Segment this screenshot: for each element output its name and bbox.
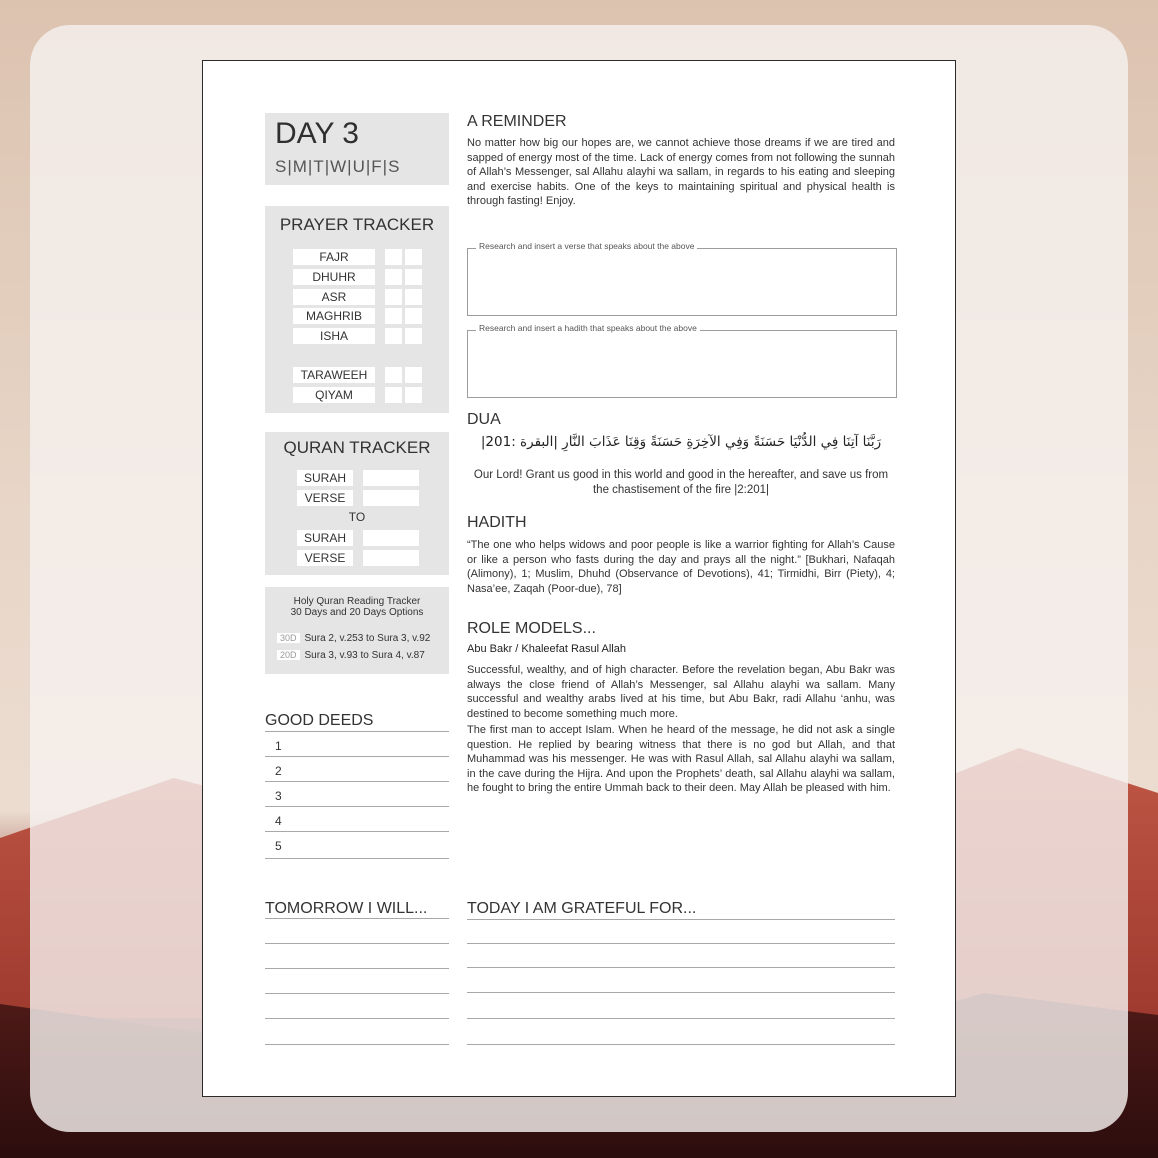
hadith-field[interactable] (467, 323, 897, 398)
quran-surah-to-input[interactable] (363, 530, 419, 546)
good-deed-number: 3 (275, 789, 282, 803)
reading-row (277, 650, 425, 661)
prayer-checkbox[interactable] (385, 249, 402, 265)
hadith-title: HADITH (467, 514, 527, 531)
prayer-checkbox[interactable] (405, 289, 422, 305)
role-model-para-1: Successful, wealthy, and of high character. Before the revelation began, Abu Bakr was always the close friend of Allah’s Messenger, sal Allahu alayhi wa sallam. Many successful and wealthy arabs lived at his time, but Abu Bakr, radi Allahu ‘anhu, was destined to become something much more. (467, 664, 895, 720)
prayer-tracker (265, 206, 449, 413)
good-deed-number: 1 (275, 739, 282, 753)
quran-surah-label: SURAH (297, 470, 353, 486)
prayer-checkbox[interactable] (385, 367, 402, 383)
grateful-title: TODAY I AM GRATEFUL FOR... (467, 900, 697, 917)
tomorrow-title: TOMORROW I WILL... (265, 900, 428, 917)
quran-tracker (265, 432, 449, 575)
quran-verse-label: VERSE (297, 550, 353, 566)
prayer-checkbox[interactable] (385, 269, 402, 285)
role-model-para-2: The first man to accept Islam. When he heard of the message, he did not ask a single question. He replied by bearing witness that there is no god but Allah, and that Muhammad was his messenger. He was with Rasul Allah, sal Allahu alayhi wa sallam, in the cave during the Hijra. And upon the Prophets’ death, sal Allahu alayhi wa sallam, he fought to bring the entire Ummah back to their deen. May Allah be pleased with him. (467, 724, 895, 795)
tomorrow-line[interactable] (265, 1044, 449, 1045)
verse-field[interactable] (467, 241, 897, 316)
quran-verse-from-input[interactable] (363, 490, 419, 506)
divider (265, 731, 449, 732)
prayer-checkbox[interactable] (385, 289, 402, 305)
good-deed-line[interactable] (265, 858, 449, 859)
good-deed-line[interactable] (265, 806, 449, 807)
prayer-asr: ASR (293, 289, 375, 305)
hadith-text: “The one who helps widows and poor people is like a warrior fighting for Allah’s Cause or like a person who fasts during the day and prays all the night.” [Bukhari, Nafaqah (Alimony), 1; Muslim, Dhuhd (Observance of Devotions), 41; Tirmidhi, Birr (Piety), 4; Nasa’ee, Zaqah (Poor-due), 78] (467, 539, 895, 595)
prayer-taraweeh: TARAWEEH (293, 367, 375, 383)
weekday-selector[interactable]: S|M|T|W|U|F|S (275, 157, 401, 176)
good-deed-line[interactable] (265, 756, 449, 757)
prayer-checkbox[interactable] (405, 308, 422, 324)
quran-surah-label: SURAH (297, 530, 353, 546)
role-models-title: ROLE MODELS... (467, 620, 596, 637)
grateful-line[interactable] (467, 967, 895, 968)
planner-page (202, 60, 956, 1097)
prayer-checkbox[interactable] (405, 269, 422, 285)
reading-tracker (265, 587, 449, 674)
dua-arabic: رَبَّنَا آتِنَا فِي الدُّنْيَا حَسَنَةً وَفِي الآخِرَةِ حَسَنَةً وَقِنَا عَذَابَ النَّارِ |البقرة :201| (480, 434, 882, 450)
prayer-fajr: FAJR (293, 249, 375, 265)
grateful-line[interactable] (467, 992, 895, 993)
reading-range: Sura 2, v.253 to Sura 3, v.92 (304, 633, 431, 644)
prayer-checkbox[interactable] (405, 328, 422, 344)
prayer-isha: ISHA (293, 328, 375, 344)
grateful-line[interactable] (467, 1044, 895, 1045)
role-model-name: Abu Bakr / Khaleefat Rasul Allah (467, 643, 626, 655)
prayer-checkbox[interactable] (385, 308, 402, 324)
dua-title: DUA (467, 411, 501, 428)
hadith-field-label: Research and insert a hadith that speaks about the above (476, 323, 700, 333)
grateful-line[interactable] (467, 1018, 895, 1019)
good-deeds-title: GOOD DEEDS (265, 712, 374, 729)
prayer-checkbox[interactable] (405, 249, 422, 265)
reading-row (277, 633, 430, 644)
reading-tag: 30D (277, 633, 300, 643)
dua-translation: Our Lord! Grant us good in this world and good in the hereafter, and save us from the chastisement of the fire |2:201| (473, 469, 889, 496)
prayer-checkbox[interactable] (405, 367, 422, 383)
divider (265, 918, 449, 919)
reading-tracker-subtitle: 30 Days and 20 Days Options (290, 607, 424, 618)
reading-tag: 20D (277, 650, 300, 660)
tomorrow-line[interactable] (265, 968, 449, 969)
tomorrow-line[interactable] (265, 1018, 449, 1019)
quran-surah-from-input[interactable] (363, 470, 419, 486)
prayer-checkbox[interactable] (385, 387, 402, 403)
reminder-text: No matter how big our hopes are, we cannot achieve those dreams if we are tired and sapped of energy most of the time. Lack of energy comes from not following the sunnah of Allah’s Messenger, sal Allahu alayhi wa sallam, in regards to his eating and sleeping and exercise habits. One of the keys to maintaining spiritual and physical health is through fasting! Enjoy. (467, 137, 895, 208)
grateful-line[interactable] (467, 943, 895, 944)
tomorrow-line[interactable] (265, 993, 449, 994)
reading-tracker-title: Holy Quran Reading Tracker (293, 596, 421, 607)
prayer-dhuhr: DHUHR (293, 269, 375, 285)
prayer-tracker-title: PRAYER TRACKER (279, 215, 435, 234)
reminder-title: A REMINDER (467, 113, 567, 130)
verse-field-label: Research and insert a verse that speaks about the above (476, 241, 697, 251)
quran-to-label: TO (348, 510, 366, 524)
divider (467, 919, 895, 920)
prayer-checkbox[interactable] (385, 328, 402, 344)
tomorrow-line[interactable] (265, 943, 449, 944)
prayer-checkbox[interactable] (405, 387, 422, 403)
reading-range: Sura 3, v.93 to Sura 4, v.87 (304, 650, 425, 661)
day-title: DAY 3 (275, 117, 359, 150)
day-box (265, 113, 449, 185)
good-deed-line[interactable] (265, 831, 449, 832)
quran-verse-label: VERSE (297, 490, 353, 506)
prayer-maghrib: MAGHRIB (293, 308, 375, 324)
quran-verse-to-input[interactable] (363, 550, 419, 566)
good-deed-line[interactable] (265, 781, 449, 782)
prayer-qiyam: QIYAM (293, 387, 375, 403)
good-deed-number: 2 (275, 764, 282, 778)
good-deed-number: 5 (275, 839, 282, 853)
good-deed-number: 4 (275, 814, 282, 828)
quran-tracker-title: QURAN TRACKER (283, 438, 431, 457)
